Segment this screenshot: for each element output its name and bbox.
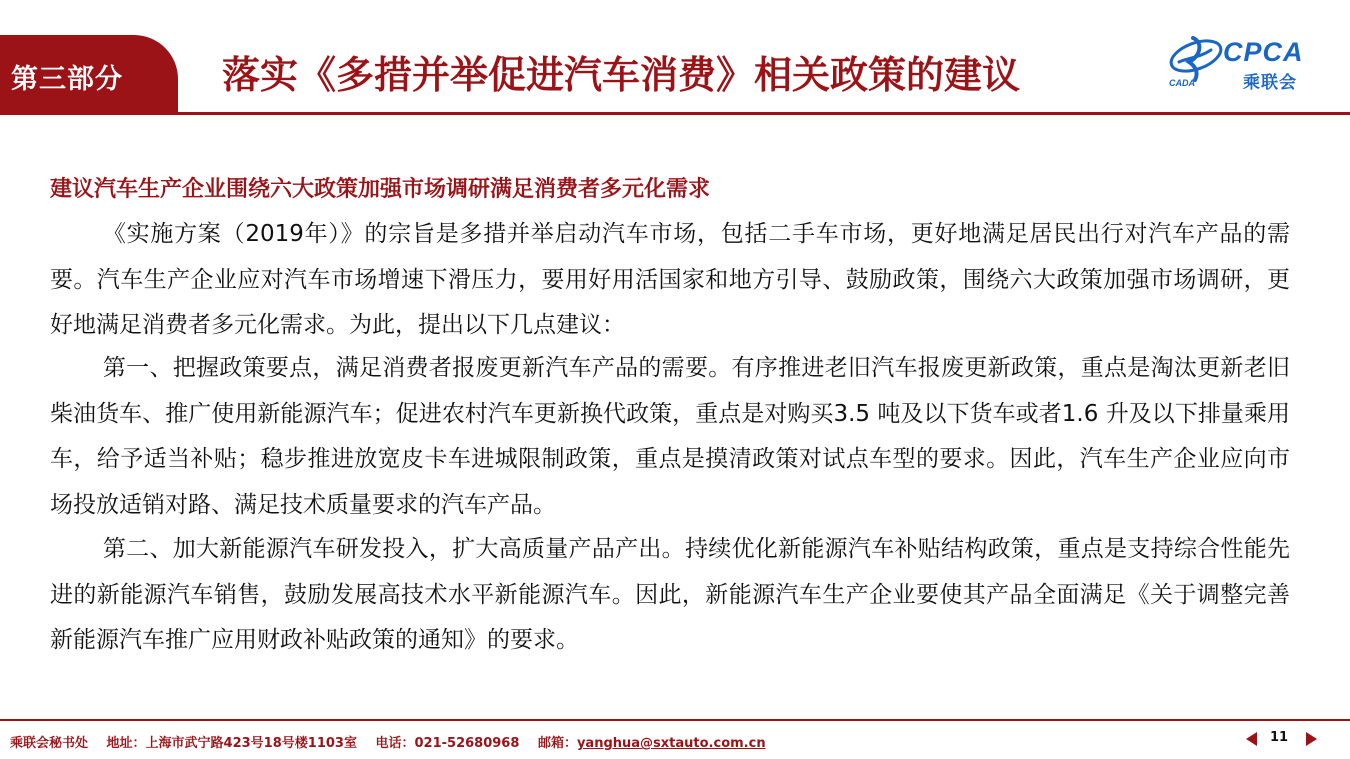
cpca-logo <box>1165 28 1345 92</box>
footer-email-link[interactable]: yanghua@sxtauto.com.cn <box>576 736 766 751</box>
content-subtitle: 建议汽车生产企业围绕六大政策加强市场调研满足消费者多元化需求 <box>50 177 711 202</box>
triangle-left-icon[interactable] <box>1246 732 1257 746</box>
paragraph-second: 第二、加大新能源汽车研发投入，扩大高质量产品产出。持续优化新能源汽车补贴结构政策，重点是支持综合性能先进的新能源汽车销售，鼓励发展高技术水平新能源汽车。因此，新能源汽车生产企业要使其产品全面满足《关于调整完善新能源汽车推广应用财政补贴政策的通知》的要求。 <box>50 536 1290 653</box>
footer-info <box>10 732 780 751</box>
logo-cpca-text: CPCA <box>1223 37 1304 67</box>
footer-address: 地址：上海市武宁路423号18号楼1103室 <box>106 736 357 751</box>
paragraph-intro: 《实施方案（2019年）》的宗旨是多措并举启动汽车市场，包括二手车市场，更好地满足居民出行对汽车产品的需要。汽车生产企业应对汽车市场增速下滑压力，要用好用活国家和地方引导、鼓励政策，围绕六大政策加强市场调研，更好地满足消费者多元化需求。为此，提出以下几点建议： <box>50 221 1290 338</box>
footer-phone: 电话：021-52680968 <box>375 736 520 751</box>
logo-cn-text: 乘联会 <box>1243 73 1297 93</box>
header-divider <box>0 112 1350 115</box>
footer-email-label: 邮箱： <box>537 736 577 751</box>
footer-org: 乘联会秘书处 <box>10 736 89 751</box>
section-label: 第三部分 <box>11 64 123 95</box>
page-title: 落实《多措并举促进汽车消费》相关政策的建议 <box>222 53 1021 97</box>
page-number: 11 <box>1270 730 1289 745</box>
triangle-right-icon[interactable] <box>1306 732 1317 746</box>
logo-small-text: CADA <box>1169 78 1195 88</box>
footer-divider <box>0 719 1350 721</box>
paragraph-first: 第一、把握政策要点，满足消费者报废更新汽车产品的需要。有序推进老旧汽车报废更新政策，重点是淘汰更新老旧柴油货车、推广使用新能源汽车；促进农村汽车更新换代政策，重点是对购买3.5 吨及以下货车或者1.6 升及以下排量乘用车，给予适当补贴；稳步推进放宽皮卡车进城限制政策，重点是摸清政策对试点车型的要求。因此，汽车生产企业应向市场投放适销对路、满足技术质量要求的汽车产品。 <box>50 355 1290 518</box>
